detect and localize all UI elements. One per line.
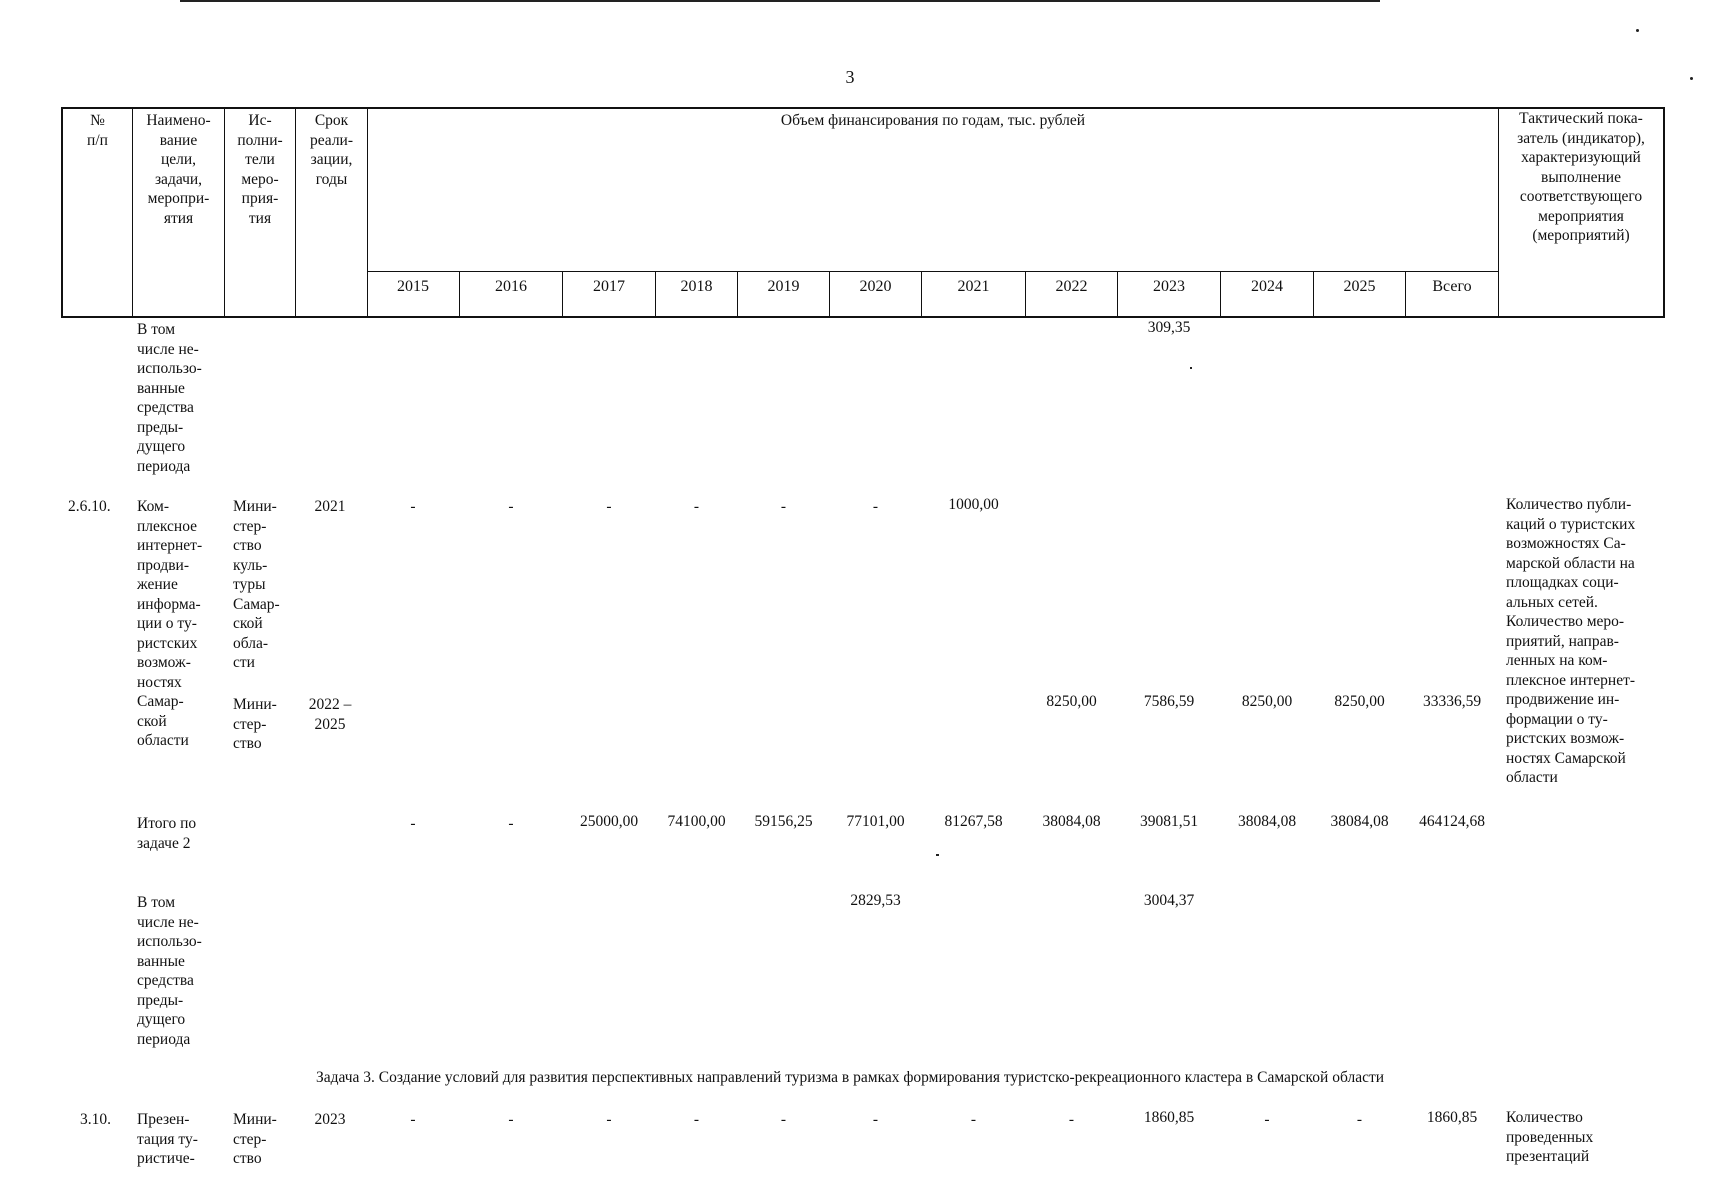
value-total: 464124,68 (1419, 813, 1485, 830)
row-name: Презен- тация ту- ристиче- (137, 1111, 198, 1167)
value-2024: 8250,00 (1241, 693, 1293, 710)
value-2021: - (970, 1111, 977, 1128)
row-indicator: Количество проведенных презентаций (1506, 1109, 1594, 1165)
value-2020: - (872, 498, 879, 515)
value-2019: - (780, 498, 787, 515)
vline (1663, 107, 1665, 318)
row-name: В том числе не- использо- ванные средства преды- дущего периода (137, 894, 202, 1048)
value-2025: - (1356, 1111, 1363, 1128)
value-2020: - (872, 1111, 879, 1128)
value-2016: - (508, 498, 514, 515)
header-col-term: Срок реали- зации, годы (309, 112, 354, 188)
value-2020: 77101,00 (846, 813, 905, 830)
value-2019: 59156,25 (754, 813, 813, 830)
value-2025: 38084,08 (1330, 813, 1389, 830)
year-label: 2021 (957, 278, 990, 295)
year-label: Всего (1432, 278, 1472, 295)
value-2018: - (693, 1111, 700, 1128)
value-2017: - (606, 498, 612, 515)
header-col-number: № п/п (87, 112, 108, 149)
row-executor: Мини- стер- ство (233, 1111, 277, 1167)
value-2021: 1000,00 (948, 496, 999, 513)
year-label: 2020 (859, 278, 892, 295)
value-total: 1860,85 (1426, 1109, 1478, 1126)
header-col-executors: Ис- полни- тели меро- прия- тия (237, 112, 283, 227)
header-col-name: Наимено- вание цели, задачи, меропри- ятия (146, 112, 211, 227)
row-term: 2022 – 2025 (308, 696, 352, 733)
row-name: Ком- плексное интернет- продви- жение информа- ции о ту- ристских возмож- ностях Самар- ской области (137, 498, 203, 749)
value-total: 33336,59 (1422, 693, 1482, 710)
year-label: 2017 (593, 278, 625, 295)
header-bottom-border (61, 316, 1665, 318)
scan-speck (936, 854, 939, 856)
row-name: В том числе не- использо- ванные средства преды- дущего периода (137, 321, 202, 475)
year-label: 2023 (1153, 278, 1185, 295)
scan-speck (1190, 367, 1192, 369)
page-number: 3 (845, 67, 855, 87)
value-2025: 8250,00 (1334, 693, 1385, 710)
value-2015: - (410, 815, 416, 832)
row-executor: Мини- стер- ство куль- туры Самар- ской обла- сти (233, 498, 280, 671)
value-2023: 39081,51 (1139, 813, 1199, 830)
scan-speck (1690, 77, 1693, 80)
value-2021: 81267,58 (944, 813, 1003, 830)
header-col-indicator: Тактический пока- затель (индикатор), характеризующий выполнение соответствующего мероприятия (мероприятий) (1517, 110, 1645, 244)
value-2018: 74100,00 (667, 813, 726, 830)
row-executor: Мини- стер- ство (233, 696, 277, 752)
value-2022: 38084,08 (1042, 813, 1101, 830)
scan-speck (1636, 29, 1639, 32)
year-label: 2018 (680, 278, 713, 295)
value-2017: 25000,00 (579, 813, 639, 830)
value-2023: 1860,85 (1143, 1109, 1195, 1126)
header-col-funding: Объем финансирования по годам, тыс. рублей (780, 112, 1086, 129)
year-label: 2025 (1343, 278, 1376, 295)
scan-edge-line (180, 0, 1380, 2)
value-2016: - (508, 1111, 514, 1128)
task-heading: Задача 3. Создание условий для развития перспективных направлений туризма в рамках формирования туристско-рекреационного кластера в Самарской области (315, 1069, 1385, 1086)
year-label: 2019 (767, 278, 800, 295)
row-number: 3.10. (80, 1111, 111, 1128)
value-2020: 2829,53 (850, 892, 901, 909)
value-2024: 38084,08 (1237, 813, 1297, 830)
row-name: Итого по задаче 2 (137, 815, 197, 852)
year-label: 2022 (1055, 278, 1088, 295)
header-top-border (61, 107, 1665, 109)
row-term: 2023 (314, 1111, 346, 1128)
value-2024: - (1264, 1111, 1270, 1128)
value-2015: - (410, 498, 416, 515)
value-2023: 309,35 (1147, 319, 1191, 336)
value-2017: - (606, 1111, 612, 1128)
value-2016: - (508, 815, 514, 832)
year-label: 2016 (495, 278, 527, 295)
row-number: 2.6.10. (68, 498, 111, 515)
value-2019: - (780, 1111, 787, 1128)
years-top-border (367, 271, 1498, 272)
value-2018: - (693, 498, 700, 515)
value-2023: 7586,59 (1143, 693, 1195, 710)
value-2022: 8250,00 (1046, 693, 1097, 710)
year-label: 2015 (397, 278, 429, 295)
value-2015: - (410, 1111, 416, 1128)
year-label: 2024 (1251, 278, 1283, 295)
row-indicator: Количество публи- каций о туристских возможностях Са- марской области на площадках соци- альных сетей. Количество меро- приятий, направ- ленных на ком- плексное интернет- продвижение ин- формации о ту- ристских возмож- ностях Самарской области (1506, 496, 1636, 786)
row-term: 2021 (314, 498, 346, 515)
value-2023: 3004,37 (1143, 892, 1195, 909)
value-2022: - (1068, 1111, 1075, 1128)
